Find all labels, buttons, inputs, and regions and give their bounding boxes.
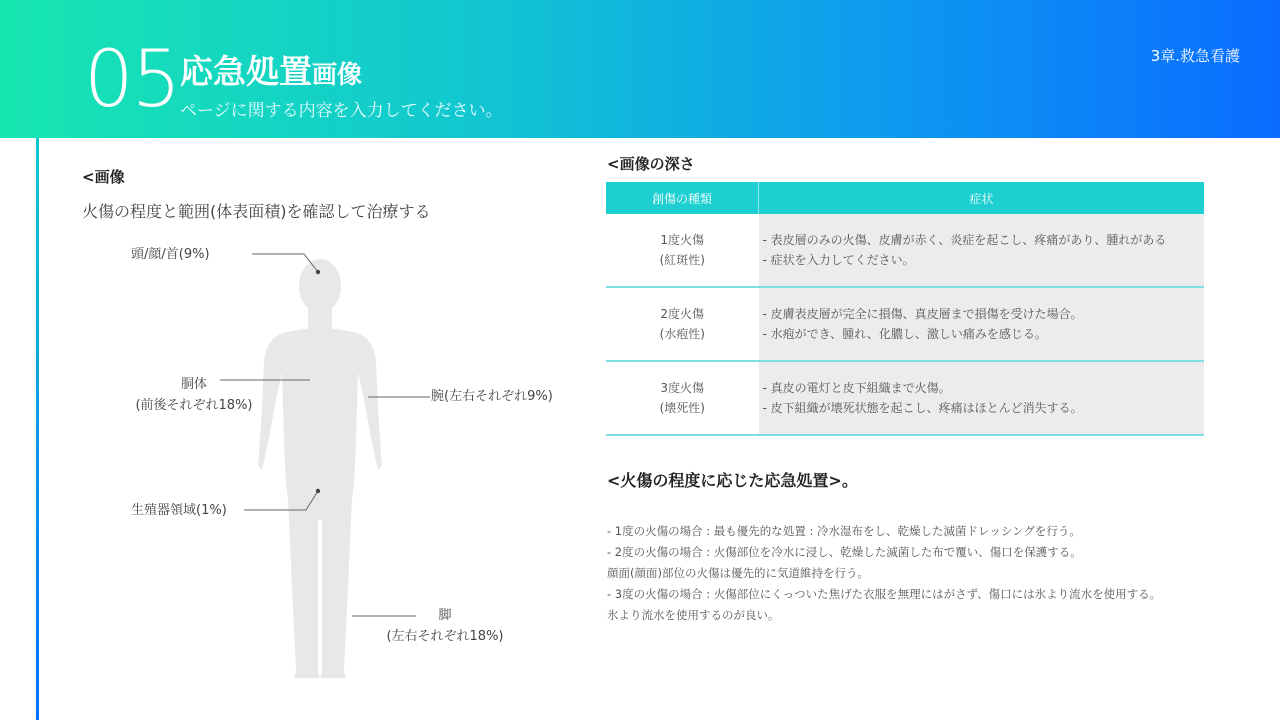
wound-type: 2度火傷	[660, 307, 705, 321]
symptom-line: - 皮膚表皮層が完全に損傷、真皮層まで損傷を受けた場合。	[762, 307, 1083, 321]
symptom-line: - 症状を入力してください。	[762, 253, 915, 267]
symptom-cell	[759, 361, 1205, 435]
wound-type: 1度火傷	[660, 233, 705, 247]
symptom-cell	[759, 214, 1205, 287]
table-header-row	[606, 182, 1204, 214]
table-row	[606, 287, 1204, 361]
label-leg-line1: 脚	[438, 608, 452, 623]
symptom-line: - 皮下組織が壊死状態を起こし、疼痛はほとんど消失する。	[762, 401, 1083, 415]
burn-depth-table	[606, 182, 1204, 436]
symptom-line: - 水疱ができ、腫れ、化膿し、激しい痛みを感じる。	[762, 327, 1047, 341]
left-section-title: <画像	[82, 168, 125, 186]
header-wound-type: 創傷の種類	[606, 182, 759, 214]
wound-type-sub: (紅斑性)	[659, 253, 705, 267]
header-symptoms: 症状	[759, 182, 1205, 214]
chapter-label: 3章.救急看護	[1150, 47, 1240, 65]
symptom-cell	[759, 287, 1205, 361]
wound-type-cell	[606, 214, 759, 287]
wound-type-cell	[606, 287, 759, 361]
table-section-title: <画像の深さ	[607, 155, 695, 173]
wound-type-sub: (壊死性)	[659, 401, 705, 415]
label-leg-line2: (左右それぞれ18%)	[386, 629, 504, 644]
label-genital: 生殖器領域(1%)	[131, 503, 227, 518]
wound-type-cell	[606, 361, 759, 435]
note-line: - 2度の火傷の場合 : 火傷部位を冷水に浸し、乾燥した滅菌した布で覆い、傷口を保護する。	[607, 545, 1082, 559]
table-row	[606, 361, 1204, 435]
body-figure	[0, 0, 620, 720]
note-line: 氷より流水を使用するのが良い。	[607, 608, 780, 622]
symptom-line: - 真皮の電灯と皮下組織まで火傷。	[762, 381, 951, 395]
title-sub: 画像	[312, 60, 363, 89]
label-arm: 腕(左右それぞれ9%)	[431, 389, 553, 404]
section-number: 05	[84, 35, 180, 125]
wound-type: 3度火傷	[660, 381, 705, 395]
first-aid-title: <火傷の程度に応じた応急処置>。	[607, 471, 858, 490]
label-torso	[134, 374, 254, 416]
human-silhouette-icon	[258, 259, 382, 678]
note-line: - 1度の火傷の場合 : 最も優先的な処置 : 冷水湿布をし、乾燥した滅菌ドレッシングを行う。	[607, 524, 1081, 538]
page-subtitle: ページに関する内容を入力してください。	[180, 101, 503, 121]
note-line: 顔面(顔面)部位の火傷は優先的に気道維持を行う。	[607, 566, 869, 580]
note-line: - 3度の火傷の場合 : 火傷部位にくっついた焦げた衣服を無理にはがさず、傷口には氷より流水を使用する。	[607, 587, 1162, 601]
label-head: 頭/顔/首(9%)	[131, 247, 210, 262]
symptom-line: - 表皮層のみの火傷、皮膚が赤く、炎症を起こし、疼痛があり、腫れがある	[762, 233, 1167, 247]
table-row	[606, 214, 1204, 287]
label-torso-line1: 胴体	[180, 377, 207, 392]
first-aid-notes	[607, 521, 1161, 626]
left-description: 火傷の程度と範囲(体表面積)を確認して治療する	[82, 202, 431, 221]
wound-type-sub: (水疱性)	[659, 327, 705, 341]
label-torso-line2: (前後それぞれ18%)	[135, 398, 253, 413]
title-main: 応急処置	[180, 52, 312, 91]
label-leg	[385, 605, 505, 647]
